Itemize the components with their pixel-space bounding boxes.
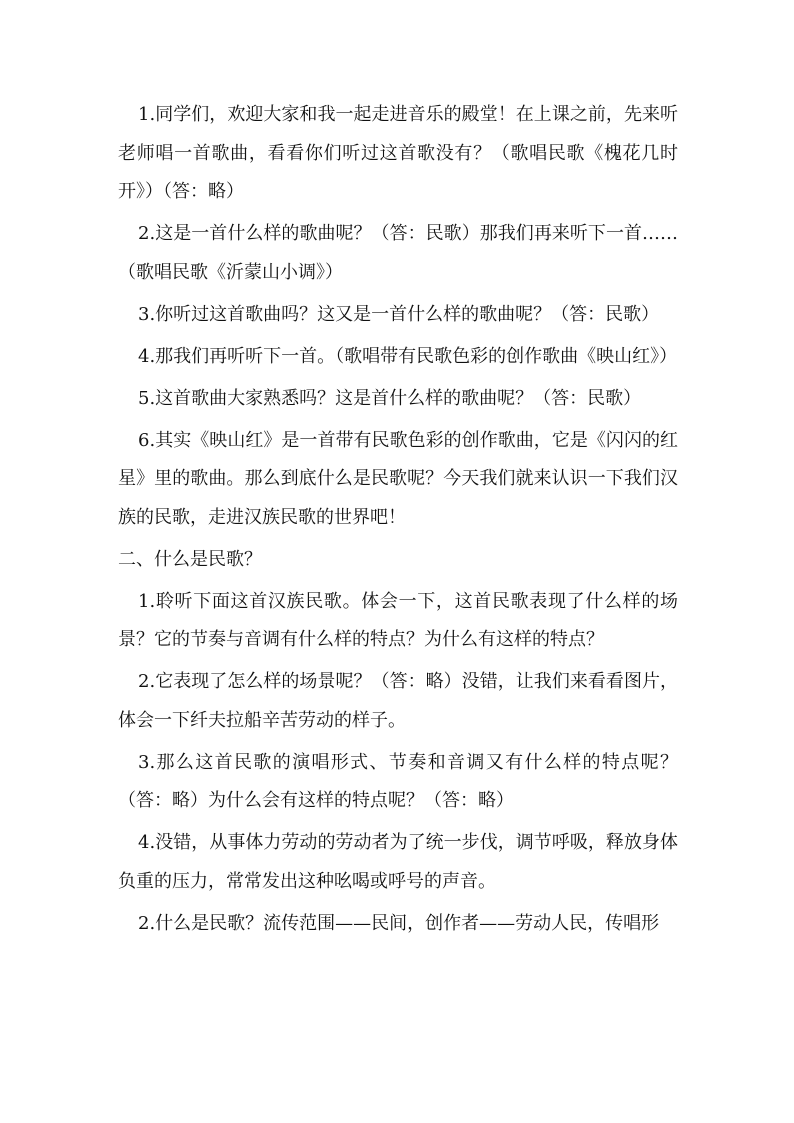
paragraph-5: 5.这首歌曲大家熟悉吗？这是首什么样的歌曲呢？（答：民歌） — [138, 387, 642, 409]
section-paragraph-5: 2.什么是民歌？流传范围——民间，创作者——劳动人民，传唱形 — [138, 912, 660, 934]
paragraph-2: 2.这是一首什么样的歌曲呢？（答：民歌）那我们再来听下一首……（歌唱民歌《沂蒙山小调》） — [118, 223, 678, 283]
paragraph-6: 6.其实《映山红》是一首带有民歌色彩的创作歌曲，它是《闪闪的红星》里的歌曲。那么到底什么是民歌呢？今天我们就来认识一下我们汉族的民歌，走进汉族民歌的世界吧！ — [118, 429, 678, 528]
section-paragraph-2: 2.它表现了怎么样的场景呢？（答：略）没错，让我们来看看图片，体会一下纤夫拉船辛苦劳动的样子。 — [118, 671, 678, 731]
paragraph-4: 4.那我们再听听下一首。（歌唱带有民歌色彩的创作歌曲《映山红》） — [138, 345, 678, 367]
paragraph-3: 3.你听过这首歌曲吗？这又是一首什么样的歌曲呢？（答：民歌） — [138, 303, 660, 325]
document-page — [118, 96, 678, 947]
section-paragraph-4: 4.没错，从事体力劳动的劳动者为了统一步伐，调节呼吸，释放身体负重的压力，常常发出这种吆喝或呼号的声音。 — [118, 832, 678, 892]
section-paragraph-1: 1.聆听下面这首汉族民歌。体会一下，这首民歌表现了什么样的场景？它的节奏与音调有什么样的特点？为什么有这样的特点？ — [118, 590, 678, 650]
paragraph-1: 1.同学们，欢迎大家和我一起走进音乐的殿堂！在上课之前，先来听老师唱一首歌曲，看看你们听过这首歌没有？（歌唱民歌《槐花几时开》）（答：略） — [118, 104, 678, 202]
section-heading: 二、什么是民歌？ — [118, 548, 262, 570]
section-paragraph-3: 3.那么这首民歌的演唱形式、节奏和音调又有什么样的特点呢？（答：略）为什么会有这样的特点呢？（答：略） — [118, 751, 678, 811]
